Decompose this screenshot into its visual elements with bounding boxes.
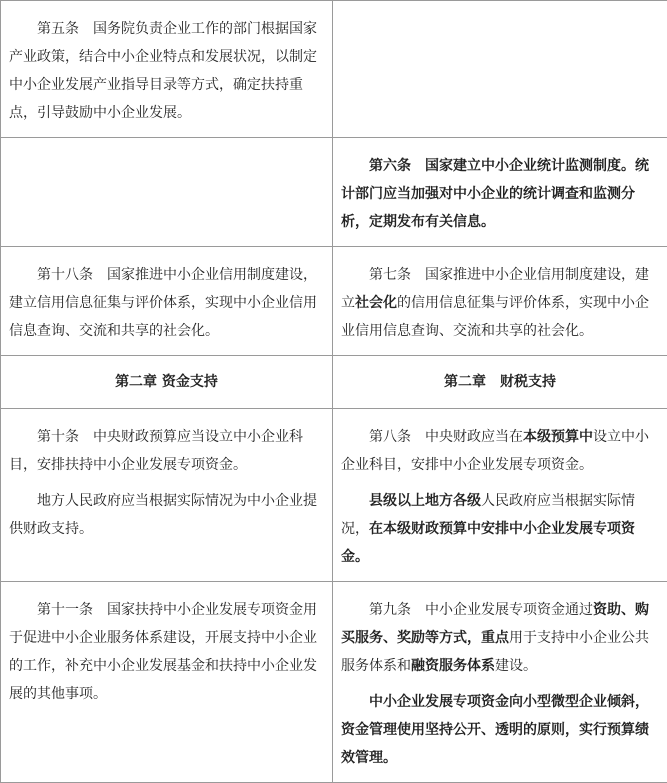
- table-row: [1, 1, 667, 138]
- text-run: 第九条 中小企业发展专项资金通过: [369, 602, 593, 618]
- article-text: [341, 487, 659, 571]
- article-text: [341, 261, 659, 345]
- text-run-bold: 社会化: [355, 295, 397, 311]
- text-run: 况，: [341, 521, 369, 537]
- cell-left: [1, 1, 333, 138]
- cell-right: [333, 409, 667, 582]
- cell-right: [333, 138, 667, 247]
- table-row: [1, 582, 667, 783]
- text-run-bold: 本级预算中: [523, 429, 593, 445]
- text-run: 设立中小企业科目，安排中小企业发展专项资金。: [341, 429, 649, 473]
- chapter-heading-right: 第二章 财税支持: [333, 356, 667, 409]
- cell-left-empty: [1, 138, 333, 247]
- article-text: 地方人民政府应当根据实际情况为中小企业提供财政支持。: [9, 487, 324, 543]
- cell-right: [333, 582, 667, 783]
- text-run-bold: 在本级财政预算中安排中小企业发展专项资金。: [341, 521, 635, 565]
- cell-left: [1, 247, 333, 356]
- text-run-bold: 各级: [453, 493, 481, 509]
- text-run: 人民政府应当根据实际情: [481, 493, 635, 509]
- cell-right: [333, 247, 667, 356]
- table-row: [1, 356, 667, 409]
- article-text: [341, 596, 659, 680]
- cell-left: [1, 582, 333, 783]
- text-run-bold: 资助、购买服务、奖励等方式，重点: [341, 602, 649, 646]
- table-row: [1, 138, 667, 247]
- text-run: 建设。: [495, 658, 537, 674]
- article-text: [341, 423, 659, 479]
- text-run-bold: 县级以上地方: [369, 493, 453, 509]
- text-run: 第八条 中央财政应当在: [369, 429, 523, 445]
- article-text: 第十一条 国家扶持中小企业发展专项资金用于促进中小企业服务体系建设，开展支持中小企业的工作，补充中小企业发展基金和扶持中小企业发展的其他事项。: [9, 596, 324, 708]
- article-text: 中小企业发展专项资金向小型微型企业倾斜，资金管理使用坚持公开、透明的原则，实行预算绩效管理。: [341, 688, 659, 772]
- article-text: 第六条 国家建立中小企业统计监测制度。统计部门应当加强对中小企业的统计调查和监测分析，定期发布有关信息。: [341, 152, 659, 236]
- table-row: [1, 247, 667, 356]
- text-run: 的信用信息征集与评价体系，实现中小企业信用信息查询、交流和共享的社会化。: [341, 295, 649, 339]
- table-row: [1, 409, 667, 582]
- chapter-heading-left: 第二章 资金支持: [1, 356, 333, 409]
- text-run-bold: 融资服务体系: [411, 658, 495, 674]
- article-text: 第十八条 国家推进中小企业信用制度建设，建立信用信息征集与评价体系，实现中小企业信用信息查询、交流和共享的社会化。: [9, 261, 324, 345]
- article-text: 第十条 中央财政预算应当设立中小企业科目，安排扶持中小企业发展专项资金。: [9, 423, 324, 479]
- text-run: 第七条 国家推进中小企业信用制度建设，建立: [341, 267, 649, 311]
- article-text: 第五条 国务院负责企业工作的部门根据国家产业政策，结合中小企业特点和发展状况，以制定中小企业发展产业指导目录等方式，确定扶持重点，引导鼓励中小企业发展。: [9, 15, 324, 127]
- cell-left: [1, 409, 333, 582]
- text-run: 用于支持中小企业公共服务体系和: [341, 630, 649, 674]
- cell-right-empty: [333, 1, 667, 138]
